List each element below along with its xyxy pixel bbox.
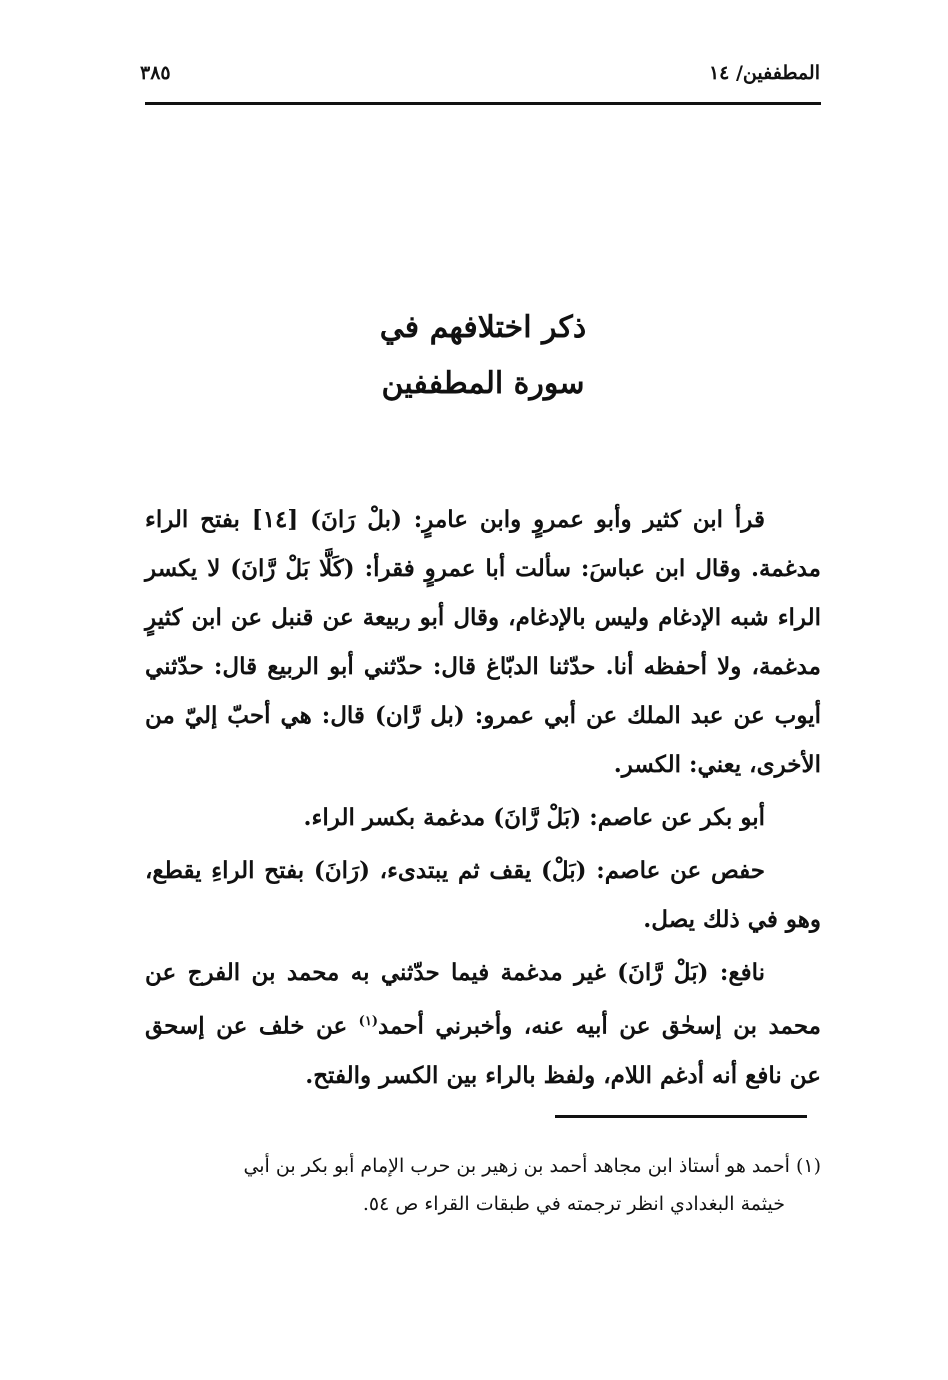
paragraph-4 bbox=[145, 948, 821, 1100]
paragraph-3: حفص عن عاصم: (بَلْ) يقف ثم يبتدىء، (رَانَ) بفتح الراءِ يقطع، وهو في ذلك يصل. bbox=[145, 857, 821, 933]
paragraph-4-continuation: عن خلف عن إسحق عن نافع أنه أدغم اللام، ولفظ بالراء بين الكسر والفتح. bbox=[145, 1012, 821, 1089]
body-text bbox=[145, 495, 821, 1100]
paragraph-4-text: نافع: (بَلْ رَّانَ) غير مدغمة فيما حدّثني به محمد بن الفرج عن محمد بن إسحٰق عن أبيه عنه، وأخبرني أحمد bbox=[145, 959, 821, 1040]
running-header bbox=[140, 56, 820, 90]
page-number: ٣٨٥ bbox=[140, 62, 171, 84]
footnote-rule bbox=[555, 1115, 807, 1118]
section-title bbox=[145, 300, 821, 412]
chapter-reference: المطففين/ ١٤ bbox=[708, 62, 820, 84]
footnote-reference[interactable]: (١) bbox=[358, 1014, 378, 1029]
footnote-line-1: (١) أحمد هو أستاذ ابن مجاهد أحمد بن زهير بن حرب الإمام أبو بكر بن أبي bbox=[243, 1155, 821, 1177]
title-line-2: سورة المطففين bbox=[381, 366, 585, 401]
paragraph-1: قرأ ابن كثير وأبو عمروٍ وابن عامرٍ: (بلْ رَانَ) [١٤] بفتح الراء مدغمة. وقال ابن عباسَ: سألت أبا عمروٍ فقرأ: (كَلَّا بَلْ رَّانَ) لا يكسر الراء شبه الإدغام وليس بالإدغام، وقال أبو ربيعة عن قنبل عن ابن كثيرٍ مدغمة، ولا أحفظه أنا. حدّثنا الدبّاغ قال: حدّثني أبو الربيع قال: حدّثني أيوب عن عبد الملك عن أبي عمرو: (بل رَّان) قال: هي أحبّ إليّ من الأخرى، يعني: الكسر. bbox=[145, 506, 821, 778]
paragraph-2: أبو بكر عن عاصم: (بَلْ رَّانَ) مدغمة بكسر الراء. bbox=[303, 804, 765, 831]
footnote bbox=[145, 1147, 821, 1223]
footnote-line-2: خيثمة البغدادي انظر ترجمته في طبقات القراء ص ٥٤. bbox=[362, 1193, 785, 1215]
title-line-1: ذكر اختلافهم في bbox=[379, 310, 587, 345]
header-rule bbox=[145, 102, 821, 105]
